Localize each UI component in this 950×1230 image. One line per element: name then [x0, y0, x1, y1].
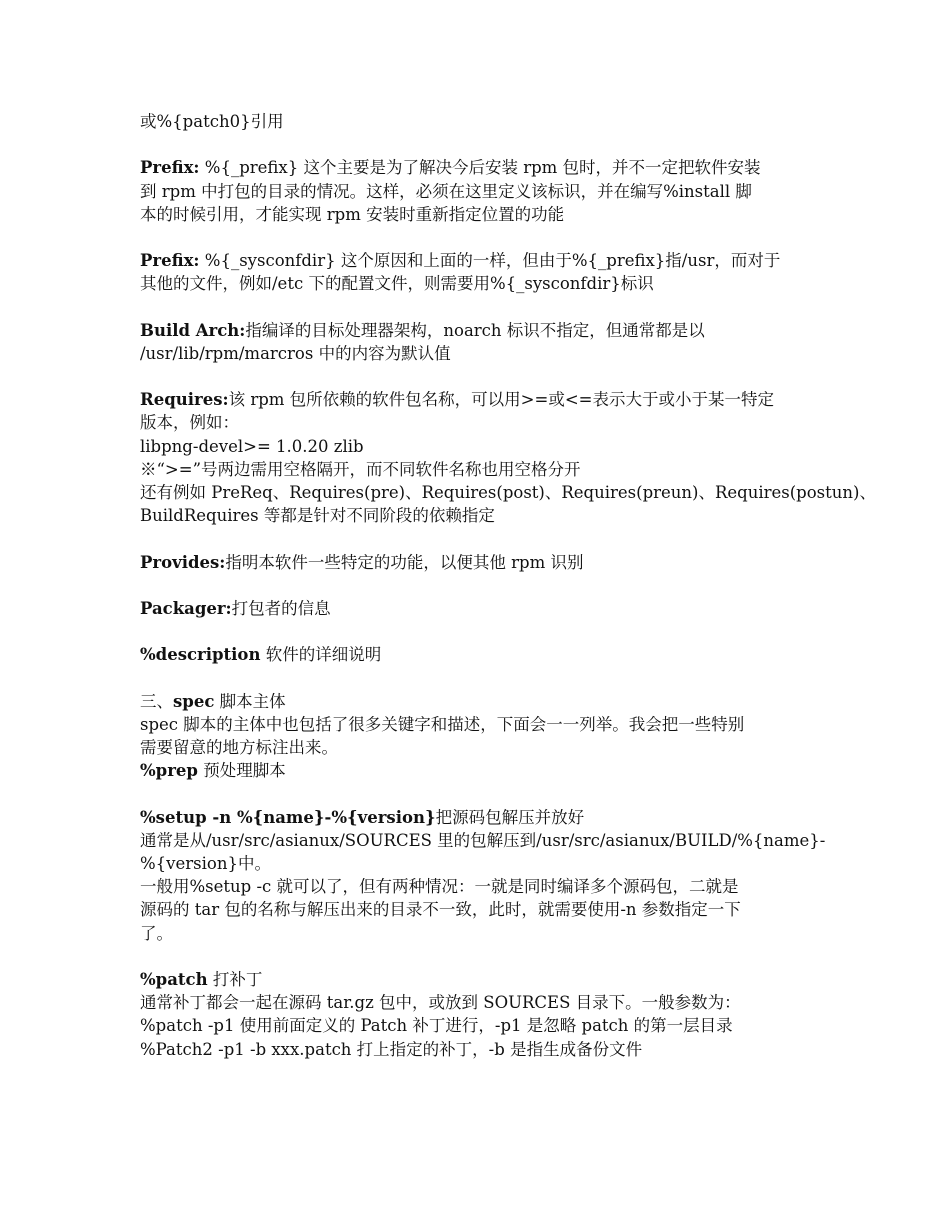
text-line	[140, 736, 840, 759]
keyword-label: %patch	[140, 969, 208, 989]
paragraph	[140, 110, 840, 133]
document-body	[140, 110, 876, 1061]
paragraph-gap	[140, 782, 840, 805]
keyword-label: %prep	[140, 761, 198, 781]
keyword-label: Prefix:	[140, 158, 200, 178]
text-line	[140, 203, 840, 226]
line-text: 到 rpm 中打包的目录的情况。这样，必须在这里定义该标识，并在编写%install 脚	[140, 181, 752, 201]
text-line	[140, 1014, 840, 1037]
text-line	[140, 829, 840, 852]
paragraph-gap	[140, 226, 840, 249]
paragraph	[140, 388, 876, 527]
keyword-label: %setup -n %{name}-%{version}	[140, 807, 436, 827]
line-text: 通常是从/usr/src/asianux/SOURCES 里的包解压到/usr/src/asianux/BUILD/%{name}-	[140, 830, 826, 850]
paragraph	[140, 806, 840, 945]
text-line	[140, 1038, 840, 1061]
text-line	[140, 922, 840, 945]
keyword-label: spec	[173, 691, 215, 711]
text-line	[140, 272, 840, 295]
paragraph-gap	[140, 296, 840, 319]
keyword-label: Packager:	[140, 598, 232, 618]
line-text: 通常补丁都会一起在源码 tar.gz 包中，或放到 SOURCES 目录下。一般参数为：	[140, 993, 741, 1013]
paragraph-gap	[140, 574, 840, 597]
keyword-label: Provides:	[140, 552, 226, 572]
paragraph	[140, 690, 840, 783]
line-text: 本的时候引用，才能实现 rpm 安装时重新指定位置的功能	[140, 204, 565, 224]
paragraph-gap	[140, 365, 840, 388]
paragraph-gap	[140, 945, 840, 968]
line-text: spec 脚本的主体中也包括了很多关键字和描述，下面会一一列举。我会把一些特别	[140, 714, 745, 734]
text-line	[140, 597, 840, 620]
paragraph	[140, 551, 840, 574]
line-text: %Patch2 -p1 -b xxx.patch 打上指定的补丁，-b 是指生成备份文件	[140, 1039, 643, 1059]
text-line	[140, 435, 840, 458]
text-line	[140, 504, 840, 527]
line-text: 了。	[140, 923, 173, 943]
line-text: 脚本主体	[214, 691, 286, 711]
line-text: 该 rpm 包所依赖的软件包名称，可以用>=或<=表示大于或小于某一特定	[228, 390, 774, 410]
text-line	[140, 643, 840, 666]
text-line	[140, 458, 840, 481]
text-line	[140, 110, 840, 133]
paragraph-gap	[140, 667, 840, 690]
paragraph	[140, 643, 840, 666]
line-text: 一般用%setup -c 就可以了，但有两种情况：一就是同时编译多个源码包，二就是	[140, 877, 739, 897]
text-line	[140, 249, 840, 272]
text-line	[140, 968, 840, 991]
line-text: 指明本软件一些特定的功能，以便其他 rpm 识别	[225, 552, 584, 572]
line-text: 把源码包解压并放好	[435, 807, 585, 827]
line-text: 软件的详细说明	[260, 645, 382, 665]
text-line	[140, 319, 840, 342]
line-text: 指编译的目标处理器架构，noarch 标识不指定，但通常都是以	[245, 320, 705, 340]
line-text: BuildRequires 等都是针对不同阶段的依赖指定	[140, 506, 495, 526]
text-line	[140, 759, 840, 782]
line-prefix: 三、	[140, 691, 173, 711]
paragraph-gap	[140, 620, 840, 643]
line-text: ※“>=”号两边需用空格隔开，而不同软件名称也用空格分开	[140, 459, 581, 479]
line-text: %patch -p1 使用前面定义的 Patch 补丁进行，-p1 是忽略 patch 的第一层目录	[140, 1016, 733, 1036]
line-text: 打包者的信息	[231, 598, 331, 618]
line-text: 还有例如 PreReq、Requires(pre)、Requires(post)、Requires(preun)、Requires(postun)、	[140, 483, 876, 502]
paragraph	[140, 249, 840, 295]
line-text: libpng-devel>= 1.0.20 zlib	[140, 436, 364, 456]
line-text: %{version}中。	[140, 854, 271, 873]
text-line	[140, 713, 840, 736]
text-line	[140, 875, 840, 898]
text-line	[140, 180, 840, 203]
line-text: 版本，例如：	[140, 413, 239, 433]
paragraph-gap	[140, 527, 840, 550]
line-text: %{_prefix} 这个主要是为了解决今后安装 rpm 包时，并不一定把软件安装	[199, 158, 761, 178]
line-text: 源码的 tar 包的名称与解压出来的目录不一致，此时，就需要使用-n 参数指定一下	[140, 900, 741, 920]
text-line	[140, 388, 840, 411]
text-line	[140, 806, 840, 829]
text-line	[140, 551, 840, 574]
text-line	[140, 342, 840, 365]
keyword-label: %description	[140, 645, 261, 665]
keyword-label: Requires:	[140, 390, 229, 410]
line-text: 打补丁	[207, 969, 263, 989]
line-text: 其他的文件，例如/etc 下的配置文件，则需要用%{_sysconfdir}标识	[140, 274, 654, 294]
paragraph-gap	[140, 133, 840, 156]
keyword-label: Prefix:	[140, 251, 200, 271]
line-text: 需要留意的地方标注出来。	[140, 738, 338, 758]
text-line	[140, 852, 840, 875]
text-line	[140, 898, 840, 921]
paragraph	[140, 319, 840, 365]
text-line	[140, 156, 840, 179]
text-line	[140, 991, 840, 1014]
text-line	[140, 411, 840, 434]
paragraph	[140, 156, 840, 226]
line-text: 预处理脚本	[197, 761, 286, 781]
keyword-label: Build Arch:	[140, 320, 246, 340]
line-text: %{_sysconfdir} 这个原因和上面的一样，但由于%{_prefix}指/usr，而对于	[199, 251, 781, 271]
text-line	[140, 481, 876, 504]
text-line	[140, 690, 840, 713]
paragraph	[140, 968, 840, 1061]
paragraph	[140, 597, 840, 620]
line-text: 或%{patch0}引用	[140, 112, 284, 131]
line-text: /usr/lib/rpm/marcros 中的内容为默认值	[140, 343, 451, 363]
